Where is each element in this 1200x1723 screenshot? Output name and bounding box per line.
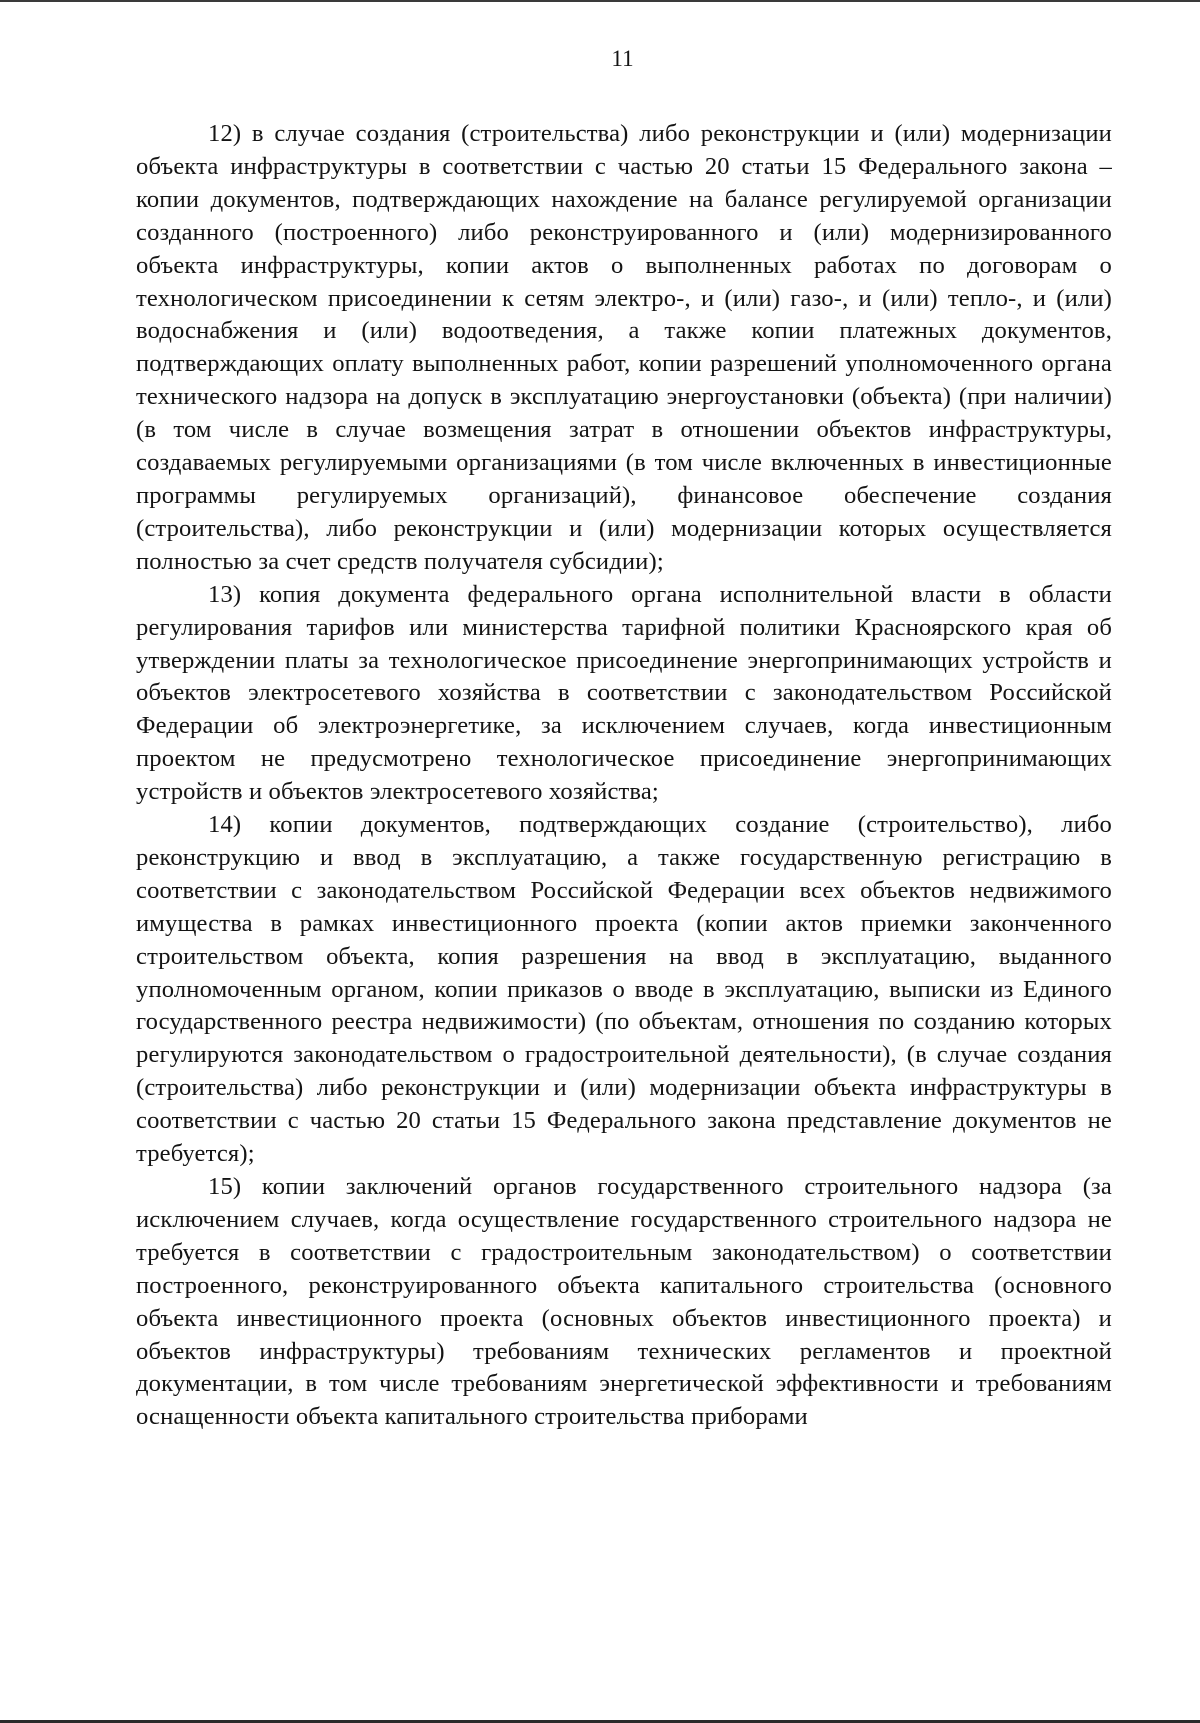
scan-top-edge [0,0,1200,2]
page-number: 11 [611,46,634,71]
document-body [136,118,1112,1434]
paragraph-item-15: 15) копии заключений органов государственного строительного надзора (за исключением случаев, когда осуществление государственного строительного надзора не требуется в соответствии с градостроительным законодательством) о соответствии построенного, реконструированного объекта капитального строительства (основного объекта инвестиционного проекта (основных объектов инвестиционного проекта) и объектов инфраструктуры) требованиям технических регламентов и проектной документации, в том числе требованиям энергетической эффективности и требованиям оснащенности объекта капитального строительства приборами [136,1173,1112,1431]
paragraph-item-12: 12) в случае создания (строительства) либо реконструкции и (или) модернизации объекта инфраструктуры в соответствии с частью 20 статьи 15 Федерального закона – копии документов, подтверждающих нахождение на балансе регулируемой организации созданного (построенного) либо реконструированного и (или) модернизированного объекта инфраструктуры, копии актов о выполненных работах по договорам о технологическом присоединении к сетям электро-, и (или) газо-, и (или) тепло-, и (или) водоснабжения и (или) водоотведения, а также копии платежных документов, подтверждающих оплату выполненных работ, копии разрешений уполномоченного органа технического надзора на допуск в эксплуатацию энергоустановки (объекта) (при наличии) (в том числе в случае возмещения затрат в отношении объектов инфраструктуры, создаваемых регулируемыми организациями (в том числе включенных в инвестиционные программы регулируемых организаций), финансовое обеспечение создания (строительства), либо реконструкции и (или) модернизации которых осуществляется полностью за счет средств получателя субсидии); [136,120,1112,575]
paragraph-item-14: 14) копии документов, подтверждающих создание (строительство), либо реконструкцию и ввод в эксплуатацию, а также государственную регистрацию в соответствии с законодательством Российской Федерации всех объектов недвижимого имущества в рамках инвестиционного проекта (копии актов приемки законченного строительством объекта, копия разрешения на ввод в эксплуатацию, выданного уполномоченным органом, копии приказов о вводе в эксплуатацию, выписки из Единого государственного реестра недвижимости) (по объектам, отношения по созданию которых регулируются законодательством о градостроительной деятельности), (в случае создания (строительства) либо реконструкции и (или) модернизации объекта инфраструктуры в соответствии с частью 20 статьи 15 Федерального закона представление документов не требуется); [136,811,1112,1168]
paragraph-item-13: 13) копия документа федерального органа исполнительной власти в области регулирования тарифов или министерства тарифной политики Красноярского края об утверждении платы за технологическое присоединение энергопринимающих устройств и объектов электросетевого хозяйства в соответствии с законодательством Российской Федерации об электроэнергетике, за исключением случаев, когда инвестиционным проектом не предусмотрено технологическое присоединение энергопринимающих устройств и объектов электросетевого хозяйства; [136,580,1112,806]
